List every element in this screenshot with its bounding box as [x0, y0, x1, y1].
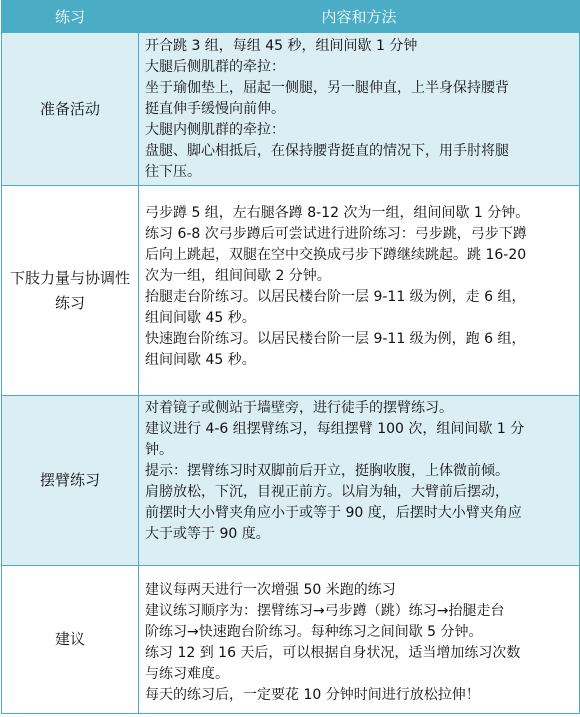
- content-line: 开合跳 3 组，每组 45 秒，组间间歇 1 分钟: [145, 38, 418, 54]
- content-line: 大于或等于 90 度。: [145, 526, 270, 542]
- content-line: 抬腿走台阶练习。以居民楼台阶一层 9-11 级为例，走 6 组，: [145, 289, 526, 305]
- content-line: 组间间歇 45 秒。: [145, 352, 256, 368]
- row-label: 摆臂练习: [2, 396, 139, 566]
- content-line: 大腿内侧肌群的牵拉：: [145, 122, 285, 138]
- row-content: [139, 566, 580, 714]
- content-line: 钟。: [145, 442, 173, 458]
- row-content: [139, 33, 580, 186]
- content-line: 大腿后侧肌群的牵拉：: [145, 59, 285, 75]
- table-row-arm-swing: [2, 396, 580, 566]
- content-line: 练习 12 到 16 天后，可以根据自身状况，适当增加练习次数: [145, 645, 521, 661]
- table-row-warmup: [2, 33, 580, 186]
- content-line: 建议进行 4-6 组摆臂练习，每组摆臂 100 次，组间间歇 1 分: [145, 421, 525, 437]
- row-label: 准备活动: [2, 33, 139, 186]
- row-label: 下肢力量与协调性练习: [2, 186, 139, 396]
- table-row-suggestions: [2, 566, 580, 714]
- content-line: 往下压。: [145, 164, 201, 180]
- table-row-lower-limb: [2, 186, 580, 396]
- row-content: [139, 186, 580, 396]
- content-line: 对着镜子或侧站于墙壁旁，进行徒手的摆臂练习。: [145, 400, 453, 416]
- content-line: 坐于瑜伽垫上，屈起一侧腿，另一腿伸直，上半身保持腰背: [145, 80, 509, 96]
- content-line: 前摆时大小臂夹角应小于或等于 90 度，后摆时大小臂夹角应: [145, 505, 522, 521]
- content-line: 后向上跳起，双腿在空中交换成弓步下蹲继续跳起。跳 16-20: [145, 247, 527, 263]
- content-line: 阶练习→快速跑台阶练习。每种练习之间间歇 5 分钟。: [145, 624, 483, 640]
- header-content: 内容和方法: [139, 0, 580, 33]
- content-line: 建议练习顺序为：摆臂练习→弓步蹲（跳）练习→抬腿走台: [145, 603, 505, 619]
- content-line: 次为一组，组间间歇 2 分钟。: [145, 268, 331, 284]
- content-line: 盘腿、脚心相抵后，在保持腰背挺直的情况下，用手肘将腿: [145, 143, 509, 159]
- content-line: 肩膀放松，下沉，目视正前方。以肩为轴，大臂前后摆动，: [145, 484, 509, 500]
- content-line: 每天的练习后，一定要花 10 分钟时间进行放松拉伸！: [145, 687, 480, 703]
- row-label: 建议: [2, 566, 139, 714]
- content-line: 组间间歇 45 秒。: [145, 310, 256, 326]
- content-line: 挺直伸手缓慢向前伸。: [145, 101, 285, 117]
- content-line: 与练习难度。: [145, 666, 229, 682]
- exercise-table: [1, 0, 580, 714]
- content-line: 建议每两天进行一次增强 50 米跑的练习: [145, 582, 396, 598]
- row-content: [139, 396, 580, 566]
- content-line: 快速跑台阶练习。以居民楼台阶一层 9-11 级为例，跑 6 组，: [145, 331, 526, 347]
- header-row: [2, 0, 580, 33]
- content-line: 练习 6-8 次弓步蹲后可尝试进行进阶练习：弓步跳，弓步下蹲: [145, 226, 527, 242]
- content-line: 弓步蹲 5 组，左右腿各蹲 8-12 次为一组，组间间歇 1 分钟。: [145, 205, 530, 221]
- content-line: 提示：摆臂练习时双脚前后开立，挺胸收腹，上体微前倾。: [145, 463, 509, 479]
- header-exercise: 练习: [2, 0, 139, 33]
